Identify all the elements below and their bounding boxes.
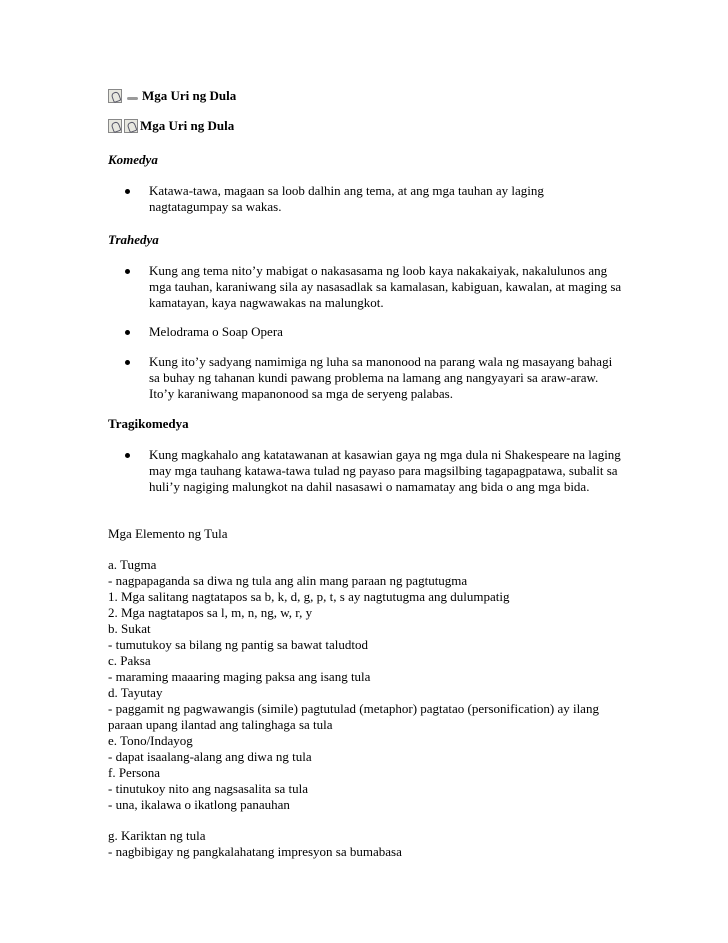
list-item-text: Katawa-tawa, magaan sa loob dalhin ang tema, at ang mga tauhan ay laging nagtatagumpay sa wakas. <box>149 183 544 214</box>
elemento-line: d. Tayutay <box>108 685 163 700</box>
heading-title: Mga Uri ng Dula <box>142 88 237 103</box>
section-title-tragikomedya: Tragikomedya <box>108 416 189 431</box>
heading-row <box>108 87 236 105</box>
elemento-line: - nagpapaganda sa diwa ng tula ang alin mang paraan ng pagtutugma <box>108 573 468 588</box>
bullet-icon <box>125 269 130 274</box>
elemento-line: - una, ikalawa o ikatlong panauhan <box>108 797 290 812</box>
elemento-line: paraan upang ilantad ang talinghaga sa tula <box>108 717 333 732</box>
elemento-line: c. Paksa <box>108 653 151 668</box>
elemento-line: b. Sukat <box>108 621 151 636</box>
elemento-line: f. Persona <box>108 765 160 780</box>
elemento-line: 2. Mga nagtatapos sa l, m, n, ng, w, r, y <box>108 605 313 620</box>
elemento-line: - maraming maaaring maging paksa ang isang tula <box>108 669 371 684</box>
heading-title: Mga Uri ng Dula <box>140 118 235 133</box>
bullet-icon <box>125 360 130 365</box>
hand-icon <box>108 119 122 133</box>
elemento-line: - paggamit ng pagwawangis (simile) pagtutulad (metaphor) pagtatao (personification) ay ilang <box>108 701 599 716</box>
section-title-trahedya: Trahedya <box>108 232 159 247</box>
list-item-text: Melodrama o Soap Opera <box>149 324 283 339</box>
hand-icon <box>124 119 138 133</box>
bullet-icon <box>125 453 130 458</box>
list-item-text: Kung ito’y sadyang namimiga ng luha sa manonood na parang wala ng masayang bahagi sa buhay ng tahanan kundi pawang problema na lamang ang nangyayari sa araw-araw. Ito’y karaniwang mapanonood sa mga de seryeng palabas. <box>149 354 613 401</box>
section-title-komedya: Komedya <box>108 152 158 167</box>
hand-icon <box>108 89 122 103</box>
elemento-title: Mga Elemento ng Tula <box>108 526 228 541</box>
elemento-line: - nagbibigay ng pangkalahatang impresyon sa bumabasa <box>108 844 402 859</box>
list-item-text: Kung magkahalo ang katatawanan at kasawian gaya ng mga dula ni Shakespeare na laging may mga tauhang katawa-tawa tulad ng payaso para magsilbing tagapagpatawa, subalit sa huli’y nagiging malungkot na dahil nasasawi o namamatay ang bida o ang mga bida. <box>149 447 621 494</box>
elemento-line: a. Tugma <box>108 557 157 572</box>
bullet-icon <box>125 189 130 194</box>
elemento-line: 1. Mga salitang nagtatapos sa b, k, d, g, p, t, s ay nagtutugma ang dulumpatig <box>108 589 510 604</box>
link-icon <box>126 95 140 103</box>
elemento-line: g. Kariktan ng tula <box>108 828 206 843</box>
heading-row <box>108 117 234 135</box>
elemento-line: - tinutukoy nito ang nagsasalita sa tula <box>108 781 309 796</box>
elemento-line: - tumutukoy sa bilang ng pantig sa bawat taludtod <box>108 637 368 652</box>
elemento-line: - dapat isaalang-alang ang diwa ng tula <box>108 749 312 764</box>
bullet-icon <box>125 330 130 335</box>
list-item-text: Kung ang tema nito’y mabigat o nakasasama ng loob kaya nakakaiyak, nakalulunos ang mga tauhan, karaniwang sila ay nasasadlak sa kamalasan, kabiguan, kawalan, at maging sa kamatayan, kaya nagwawakas na malungkot. <box>149 263 622 310</box>
elemento-line: e. Tono/Indayog <box>108 733 193 748</box>
